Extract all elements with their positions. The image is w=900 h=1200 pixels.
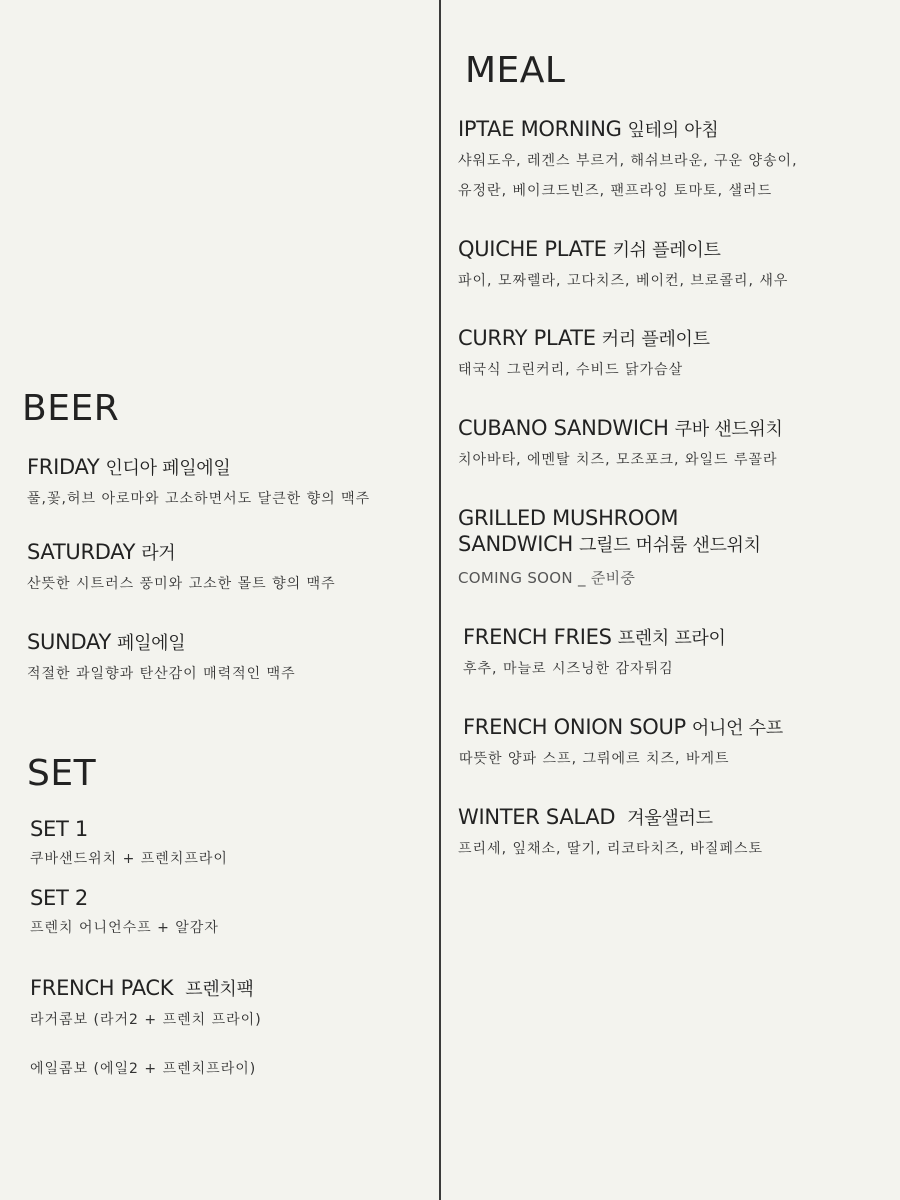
menu-item-grilled-mushroom-sandwich	[458, 506, 761, 588]
item-name-line-1: GRILLED MUSHROOM	[458, 506, 679, 530]
item-description: 태국식 그린커리, 수비드 닭가슴살	[458, 362, 684, 378]
meal-section-title: MEAL	[465, 50, 566, 91]
item-description: 적절한 과일향과 탄산감이 매력적인 맥주	[27, 666, 296, 682]
column-divider	[439, 0, 441, 1200]
item-description: 샤워도우, 레겐스 부르거, 해쉬브라운, 구운 양송이,	[458, 153, 798, 169]
item-description-ale-combo: 에일콤보 (에일2 + 프렌치프라이)	[30, 1061, 257, 1077]
beer-section-title: BEER	[22, 388, 120, 429]
item-name: CUBANO SANDWICH 쿠바 샌드위치	[458, 416, 783, 440]
item-description: 치아바타, 에멘탈 치즈, 모조포크, 와일드 루꼴라	[458, 452, 778, 468]
item-name: SET 2	[30, 886, 88, 910]
item-name: CURRY PLATE 커리 플레이트	[458, 326, 710, 350]
item-description: 프렌치 어니언수프 + 알감자	[30, 920, 219, 936]
set-section-title: SET	[27, 753, 97, 794]
item-description: 후추, 마늘로 시즈닝한 감자튀김	[463, 661, 674, 677]
item-name: IPTAE MORNING 잎테의 아침	[458, 117, 719, 141]
menu-item-french-fries	[463, 625, 726, 678]
coming-soon-note: COMING SOON _ 준비중	[458, 569, 636, 587]
menu-item-iptae-morning	[458, 117, 798, 200]
item-description: 파이, 모짜렐라, 고다치즈, 베이컨, 브로콜리, 새우	[458, 273, 789, 289]
menu-item-saturday	[27, 540, 336, 593]
item-name: QUICHE PLATE 키쉬 플레이트	[458, 237, 721, 261]
menu-item-winter-salad	[458, 805, 763, 858]
menu-item-sunday	[27, 630, 296, 683]
item-name: SET 1	[30, 817, 88, 841]
item-description: 쿠바샌드위치 + 프렌치프라이	[30, 851, 228, 867]
menu-item-french-pack	[30, 976, 262, 1029]
item-name: FRENCH PACK 프렌치팩	[30, 976, 254, 1000]
item-name: FRIDAY 인디아 페일에일	[27, 455, 231, 479]
item-description: 따뜻한 양파 스프, 그뤼에르 치즈, 바게트	[459, 751, 730, 767]
item-description: 풀,꽃,허브 아로마와 고소하면서도 달큰한 향의 맥주	[27, 491, 371, 507]
item-description: 라거콤보 (라거2 + 프렌치 프라이)	[30, 1012, 262, 1028]
item-name: SATURDAY 라거	[27, 540, 176, 564]
menu-item-french-onion-soup	[459, 715, 783, 768]
item-name: FRENCH ONION SOUP 어니언 수프	[463, 715, 783, 739]
item-name: WINTER SALAD 겨울샐러드	[458, 805, 713, 829]
item-description-line-2: 유정란, 베이크드빈즈, 팬프라잉 토마토, 샐러드	[458, 183, 773, 199]
item-name: SANDWICH 그릴드 머쉬룸 샌드위치	[458, 532, 761, 556]
item-name: SUNDAY 페일에일	[27, 630, 186, 654]
item-name: FRENCH FRIES 프렌치 프라이	[463, 625, 726, 649]
menu-item-cubano-sandwich	[458, 416, 783, 469]
menu-item-curry-plate	[458, 326, 710, 379]
menu-item-set-1	[30, 817, 228, 868]
menu-item-friday	[27, 455, 370, 508]
menu-item-quiche-plate	[458, 237, 788, 290]
item-description: 산뜻한 시트러스 풍미와 고소한 몰트 향의 맥주	[27, 576, 336, 592]
item-description: 프리세, 잎채소, 딸기, 리코타치즈, 바질페스토	[458, 841, 764, 857]
menu-item-set-2	[30, 886, 219, 937]
